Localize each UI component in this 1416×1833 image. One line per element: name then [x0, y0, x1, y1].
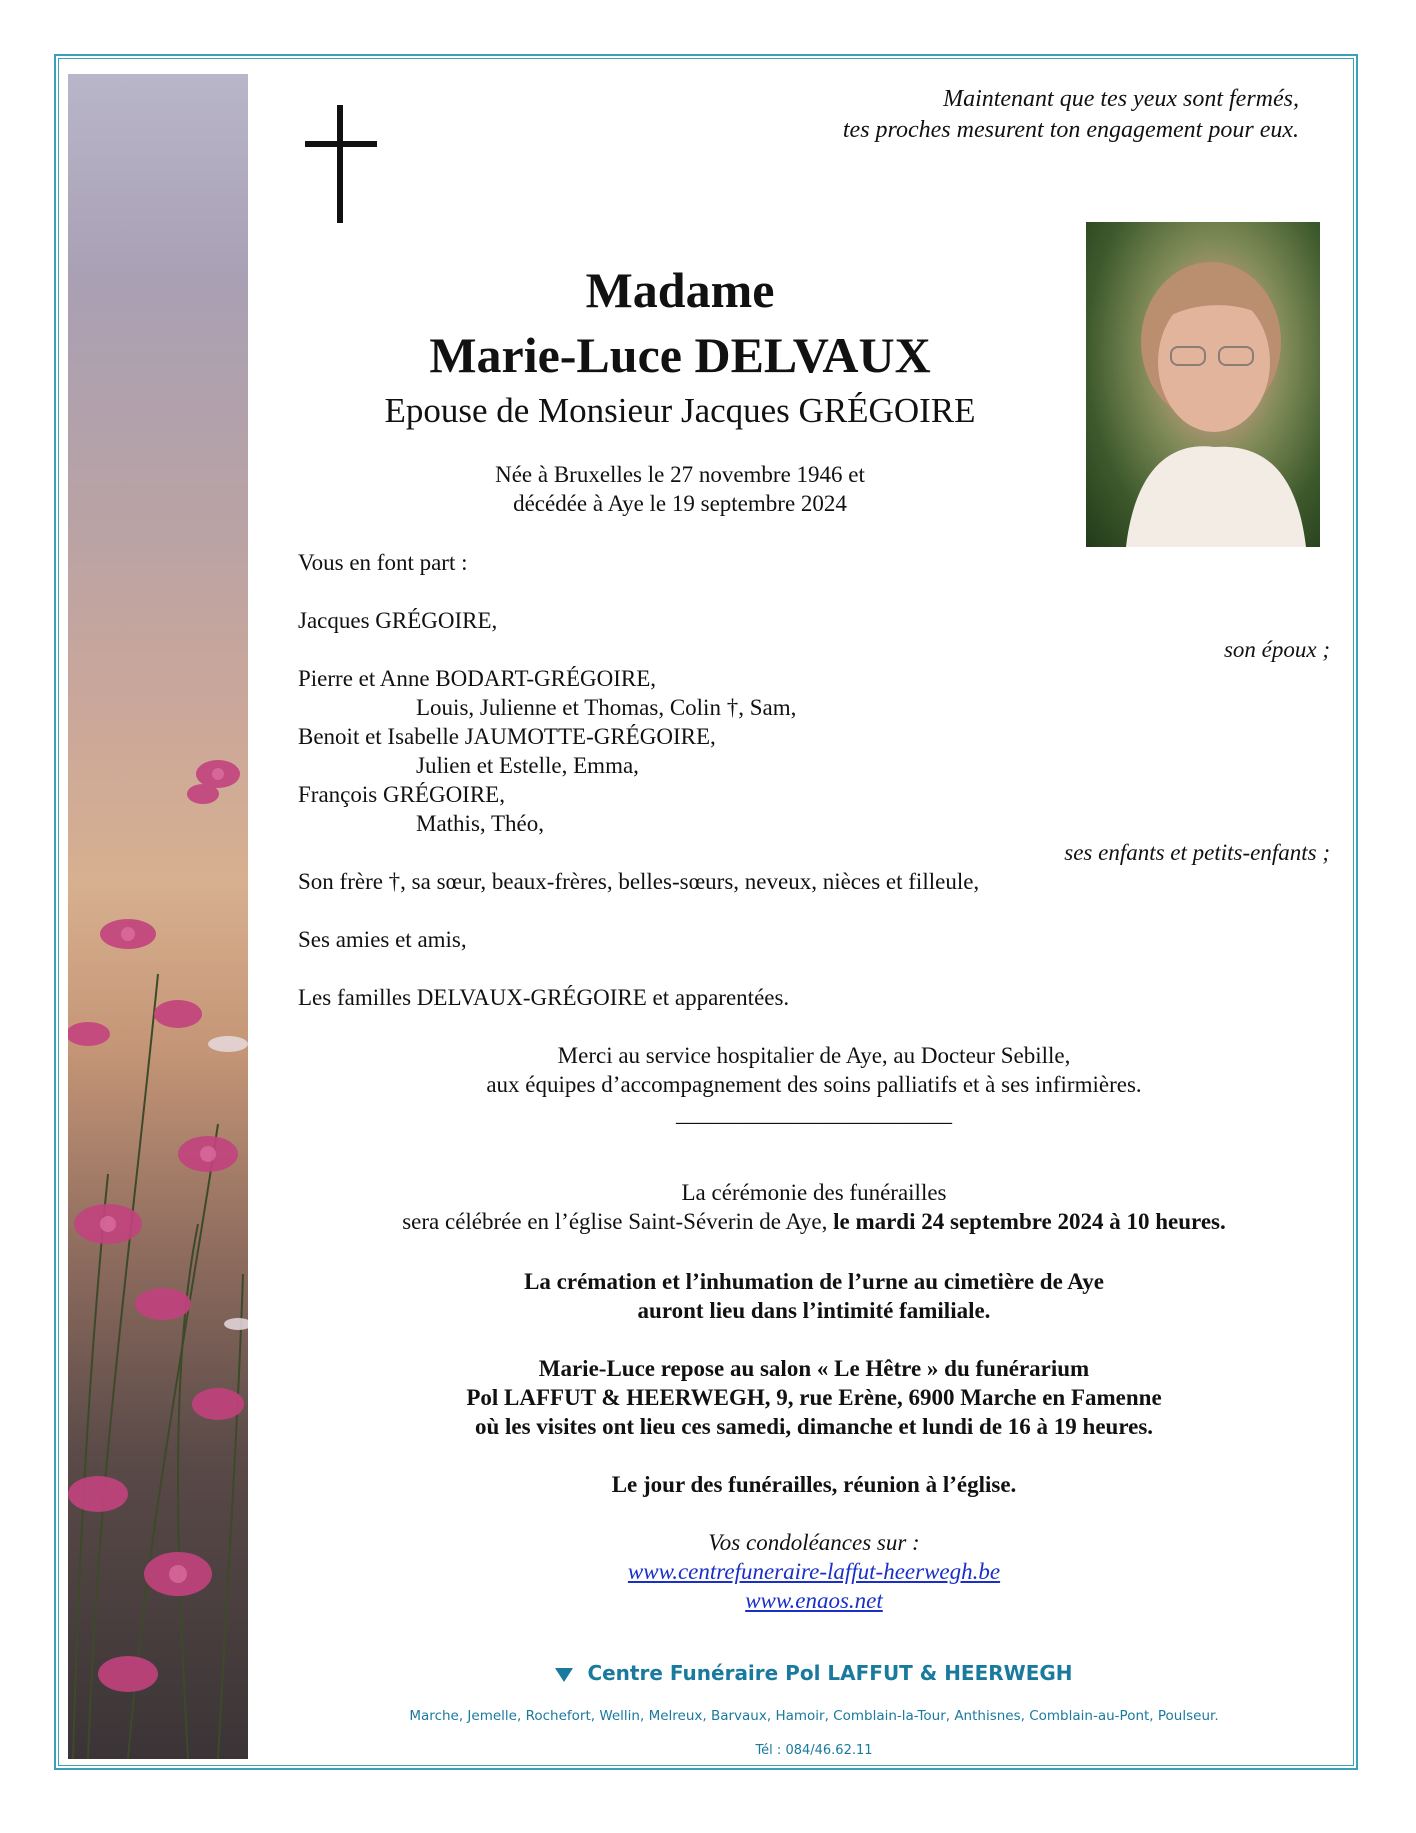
deceased-name: Marie-Luce DELVAUX: [429, 327, 931, 383]
funeral-home-link[interactable]: www.centrefuneraire-laffut-heerwegh.be: [627, 1559, 1001, 1584]
quote-line-2: tes proches mesurent ton engagement pour eux.: [842, 117, 1299, 143]
thanks-line-1: Merci au service hospitalier de Aye, au Docteur Sebille,: [557, 1043, 1071, 1068]
family-member: Julien et Estelle, Emma,: [416, 753, 639, 778]
footer-phone: Tél : 084/46.62.11: [755, 1743, 873, 1758]
triangle-down-icon: [555, 1668, 573, 1682]
quote-line-1: Maintenant que tes yeux sont fermés,: [943, 86, 1299, 112]
family-announcement: [298, 548, 1330, 1012]
cremation-line-2: auront lieu dans l’intimité familiale.: [637, 1298, 991, 1323]
enaos-link[interactable]: www.enaos.net: [745, 1588, 883, 1613]
resting-line-1: Marie-Luce repose au salon « Le Hêtre » du funérarium: [538, 1356, 1090, 1381]
honorific: Madame: [585, 262, 775, 318]
spouse-line: Epouse de Monsieur Jacques GRÉGOIRE: [384, 391, 976, 430]
footer-towns: Marche, Jemelle, Rochefort, Wellin, Melreux, Barvaux, Hamoir, Comblain-la-Tour, Anthisnes, Comblain-au-Pont, Poulseur.: [409, 1708, 1219, 1724]
deceased-name-block: [300, 258, 1060, 434]
death-line: décédée à Aye le 19 septembre 2024: [513, 491, 847, 516]
ceremony-line-1: La cérémonie des funérailles: [681, 1180, 947, 1205]
family-member: Louis, Julienne et Thomas, Colin †, Sam,: [416, 695, 797, 720]
spouse-name: Jacques GRÉGOIRE,: [298, 608, 498, 633]
cremation-block: [298, 1267, 1330, 1325]
separator: ________________________: [676, 1101, 952, 1126]
birth-line: Née à Bruxelles le 27 novembre 1946 et: [495, 462, 865, 487]
friends-line: Ses amies et amis,: [298, 927, 467, 952]
portrait-photo: [1086, 222, 1320, 547]
ceremony-line-2: [298, 1207, 1330, 1236]
thanks-line-2: aux équipes d’accompagnement des soins palliatifs et à ses infirmières.: [486, 1072, 1142, 1097]
ceremony-date: le mardi 24 septembre 2024 à 10 heures.: [833, 1209, 1226, 1234]
families-line: Les familles DELVAUX-GRÉGOIRE et apparentées.: [298, 985, 790, 1010]
company-name: Centre Funéraire Pol LAFFUT & HEERWEGH: [587, 1661, 1073, 1685]
condolences-label: Vos condoléances sur :: [708, 1530, 920, 1555]
announcement-intro: Vous en font part :: [298, 550, 468, 575]
cremation-line-1: La crémation et l’inhumation de l’urne au cimetière de Aye: [524, 1269, 1104, 1294]
footer-company: [298, 1661, 1330, 1685]
resting-line-2: Pol LAFFUT & HEERWEGH, 9, rue Erène, 6900 Marche en Famenne: [466, 1385, 1162, 1410]
condolences-block: [298, 1528, 1330, 1615]
resting-line-3: où les visites ont lieu ces samedi, dimanche et lundi de 16 à 19 heures.: [474, 1414, 1154, 1439]
ceremony-block: [298, 1178, 1330, 1236]
ceremony-place: sera célébrée en l’église Saint-Séverin de Aye,: [402, 1209, 834, 1234]
epigraph-quote: [599, 84, 1299, 146]
thanks-block: [298, 1041, 1330, 1128]
gathering-line: Le jour des funérailles, réunion à l’église.: [611, 1472, 1017, 1497]
siblings-line: Son frère †, sa sœur, beaux-frères, belles-sœurs, neveux, nièces et filleule,: [298, 869, 980, 894]
family-member: François GRÉGOIRE,: [298, 782, 505, 807]
flower-side-image: [68, 74, 248, 1759]
family-member: Benoit et Isabelle JAUMOTTE-GRÉGOIRE,: [298, 724, 716, 749]
birth-death-dates: [300, 460, 1060, 518]
family-member: Mathis, Théo,: [416, 811, 544, 836]
family-member: Pierre et Anne BODART-GRÉGOIRE,: [298, 666, 657, 691]
children-role: ses enfants et petits-enfants ;: [1064, 840, 1330, 865]
resting-place-block: [298, 1354, 1330, 1441]
cross-icon: [305, 105, 377, 225]
spouse-role: son époux ;: [1223, 637, 1330, 662]
